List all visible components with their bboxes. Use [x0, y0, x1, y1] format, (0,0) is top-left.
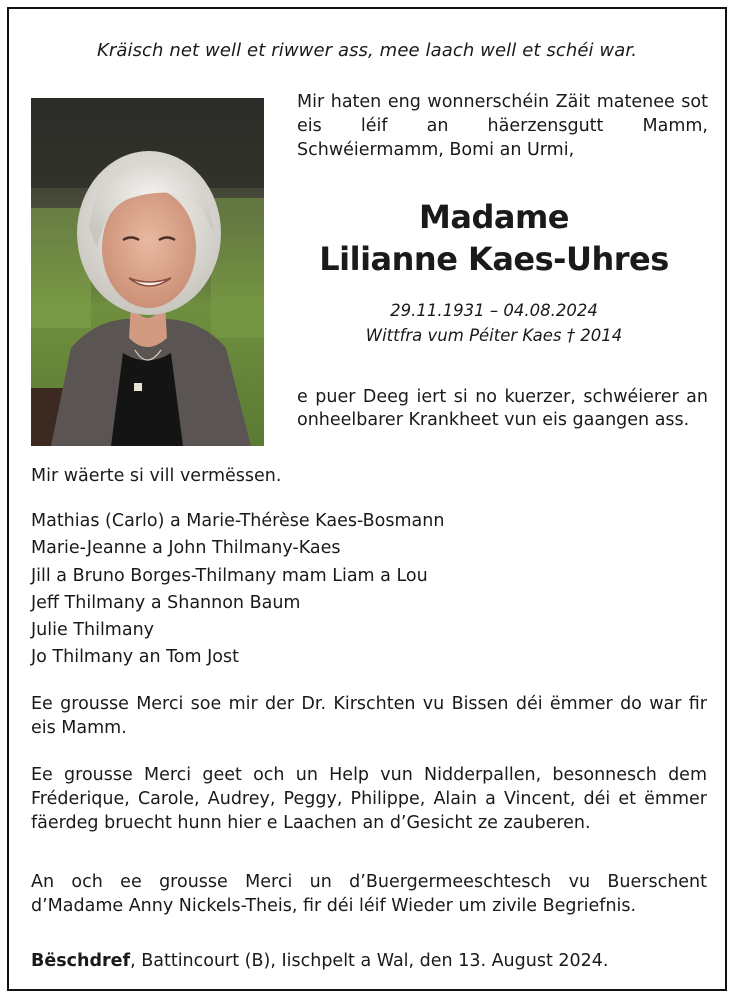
place-name: Bëschdref [31, 951, 131, 971]
dates-block [269, 298, 719, 348]
family-member: Jeff Thilmany a Shannon Baum [31, 592, 301, 613]
family-member: Marie-Jeanne a John Thilmany-Kaes [31, 538, 341, 559]
passing-text: e puer Deeg iert si no kuerzer, schwéierer an onheelbarer Krankheet vun eis gaangen ass. [297, 387, 708, 430]
place-date-rest: , Battincourt (B), Iischpelt a Wal, den 13. August 2024. [130, 951, 609, 971]
motto: Kräisch net well et riwwer ass, mee laach well et schéi war. [96, 40, 638, 61]
closing-line: Mir wäerte si vill vermëssen. [31, 466, 282, 486]
thanks-paragraph: An och ee grousse Merci un d’Buergermeeschtesch vu Buerschent d’Madame Anny Nickels-Theis, fir déi léif Wieder um zivile Begriefnis. [31, 872, 707, 916]
family-member: Mathias (Carlo) a Marie-Thérèse Kaes-Bosmann [31, 511, 445, 531]
portrait-photo [31, 98, 264, 446]
family-list [31, 508, 711, 672]
thanks-paragraph: Ee grousse Merci soe mir der Dr. Kirschten vu Bissen déi ëmmer do war fir eis Mamm. [31, 694, 707, 738]
name-title: Madame [419, 198, 569, 236]
name-full: Lilianne Kaes-Uhres [319, 240, 669, 278]
portrait-illustration [31, 98, 264, 446]
deceased-name [269, 196, 719, 280]
life-dates: 29.11.1931 – 04.08.2024 [390, 301, 598, 320]
widow-note: Wittfra vum Péiter Kaes † 2014 [365, 326, 623, 345]
place-date-line [31, 949, 711, 973]
intro-text: Mir haten eng wonnerschéin Zäit matenee sot eis léif an häerzensgutt Mamm, Schwéiermamm, Bomi an Urmi, [297, 92, 708, 160]
obituary-card [7, 7, 727, 991]
family-member: Julie Thilmany [31, 620, 155, 641]
family-member: Jill a Bruno Borges-Thilmany mam Liam a Lou [31, 565, 428, 586]
thanks-paragraph: Ee grousse Merci geet och un Help vun Nidderpallen, besonnesch dem Fréderique, Carole, Audrey, Peggy, Philippe, Alain a Vincent, déi et ëmmer fäerdeg bruecht hunn hier e Laachen an d’Gesicht ze zauberen. [31, 765, 707, 833]
family-member: Jo Thilmany an Tom Jost [31, 647, 239, 668]
